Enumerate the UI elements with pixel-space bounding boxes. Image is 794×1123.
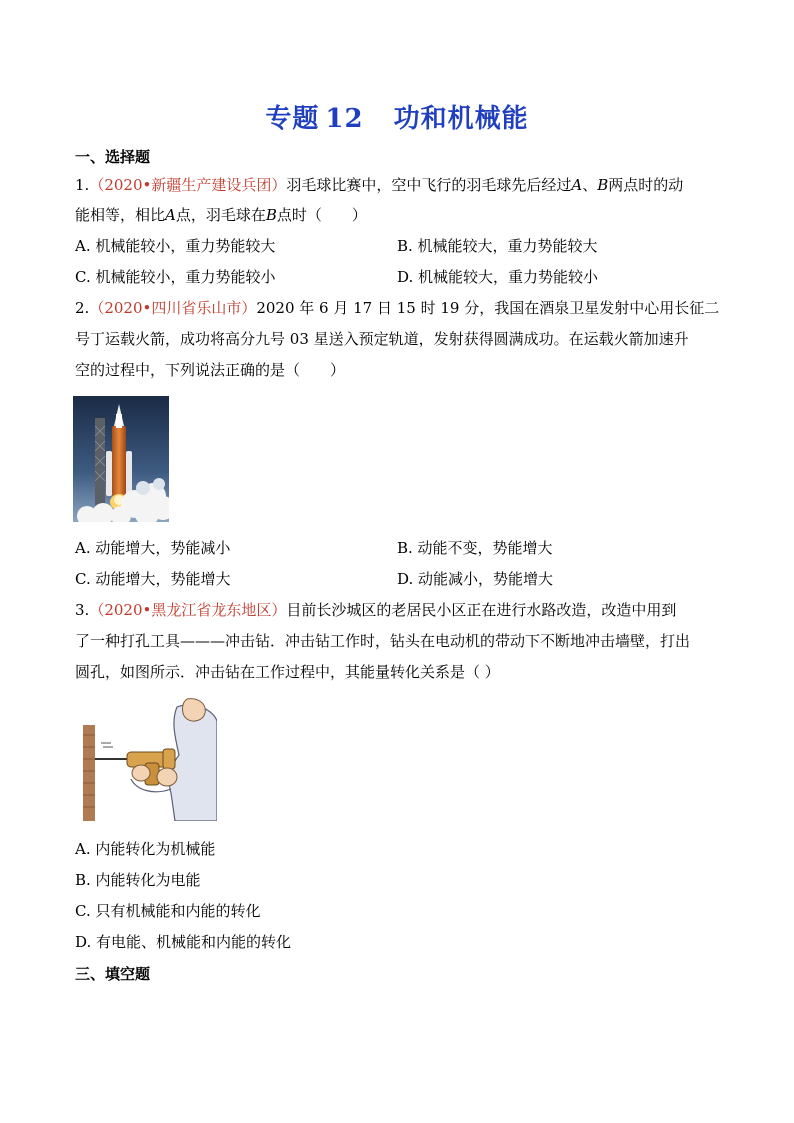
q3-text: 目前长沙城区的老居民小区正在进行水路改造，改造中用到 — [286, 601, 677, 619]
title-prefix: 专题 — [265, 104, 320, 134]
rocket-launch-image — [73, 396, 169, 522]
q1-number: 1. — [75, 176, 90, 194]
q3-line2: 了一种打孔工具———冲击钻．冲击钻工作时，钻头在电动机的带动下不断地冲击墙壁，打出 — [75, 632, 691, 650]
q1-option-a[interactable]: A. 机械能较小，重力势能较大 — [75, 237, 276, 255]
q2-option-a[interactable]: A. 动能增大，势能减小 — [75, 539, 231, 557]
q1-point-b: B — [265, 206, 277, 224]
q3-option-a[interactable]: A. 内能转化为机械能 — [75, 840, 216, 858]
q3-number: 3. — [75, 601, 90, 619]
q1-option-b[interactable]: B. 机械能较大，重力势能较大 — [397, 237, 598, 255]
q1-text: 点时（ ） — [276, 206, 367, 224]
section-heading-choice: 一、选择题 — [75, 148, 151, 166]
q1-text: 两点时的动 — [608, 176, 684, 194]
page-title — [0, 98, 794, 135]
impact-drill-image — [75, 697, 217, 821]
q3-option-c[interactable]: C. 只有机械能和内能的转化 — [75, 902, 261, 920]
q3-source: （2020•黑龙江省龙东地区） — [89, 601, 287, 619]
q2-option-b[interactable]: B. 动能不变，势能增大 — [397, 539, 553, 557]
q2-option-c[interactable]: C. 动能增大，势能增大 — [75, 570, 231, 588]
q1-sep: 、 — [582, 176, 598, 194]
q1-text: 羽毛球比赛中，空中飞行的羽毛球先后经过 — [286, 176, 572, 194]
q3-option-d[interactable]: D. 有电能、机械能和内能的转化 — [75, 933, 292, 951]
q3-line1 — [75, 600, 676, 620]
q2-line2: 号丁运载火箭，成功将高分九号 03 星送入预定轨道，发射获得圆满成功。在运载火箭加速升 — [75, 330, 689, 348]
q3-option-b[interactable]: B. 内能转化为电能 — [75, 871, 201, 889]
q1-text: 能相等，相比 — [75, 206, 166, 224]
q1-line1 — [75, 175, 683, 195]
q1-line2 — [75, 205, 367, 225]
q2-line3: 空的过程中，下列说法正确的是（ ） — [75, 361, 346, 379]
section-heading-fill-in: 三、填空题 — [75, 965, 151, 983]
q2-option-d[interactable]: D. 动能减小，势能增大 — [397, 570, 554, 588]
q2-number: 2. — [75, 299, 90, 317]
title-number: 12 — [325, 104, 364, 134]
q1-point-b: B — [597, 176, 609, 194]
title-main: 功和机械能 — [393, 104, 529, 134]
q1-text: 点，羽毛球在 — [175, 206, 266, 224]
q2-source: （2020•四川省乐山市） — [89, 299, 257, 317]
q1-option-c[interactable]: C. 机械能较小，重力势能较小 — [75, 268, 276, 286]
q3-line3: 圆孔，如图所示．冲击钻在工作过程中，其能量转化关系是（ ） — [75, 663, 500, 681]
q1-point-a: A — [571, 176, 583, 194]
q2-line1 — [75, 298, 719, 318]
q1-point-a: A — [165, 206, 176, 224]
q2-text: 2020 年 6 月 17 日 15 时 19 分，我国在酒泉卫星发射中心用长征二 — [256, 299, 720, 317]
q1-source: （2020•新疆生产建设兵团） — [89, 176, 287, 194]
q1-option-d[interactable]: D. 机械能较大，重力势能较小 — [397, 268, 599, 286]
